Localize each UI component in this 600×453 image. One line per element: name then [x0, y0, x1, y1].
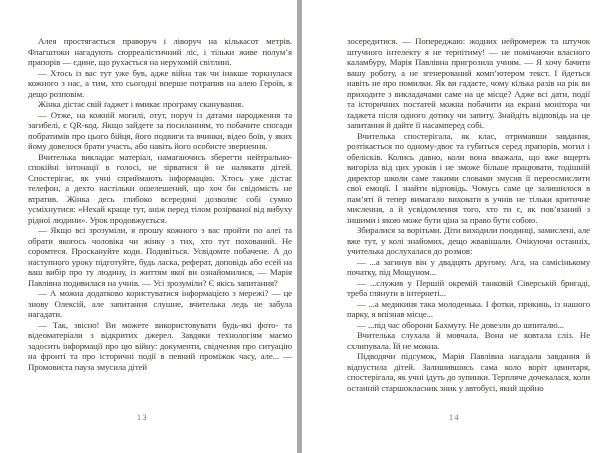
left-page-number: 13 [137, 413, 148, 422]
right-page-number: 14 [449, 413, 460, 422]
paragraph: Збиралися за ворітьми. Діти виходили поодинці, замислені, але вже тут, у колі знайомих, дещо жвавішали. Очікуючи останніх, учителька дослухалася до розмов: [347, 225, 590, 256]
paragraph: — А можна додатково користуватися інформацією з мережі? — це знову Олексій, але запитання слушне, вчителька ледь не забула нагадати. [28, 288, 292, 319]
paragraph: — Так, звісно! Ви можете використовувати будь-які фото- та відеоматеріали з відкритих джерел. Завдяки технологіям маємо задосить інформації про цю війну: документи, свідчення про ситуацію на фронті та про історичні події в певний проміжок часу, але... — Промовиста пауза змусила дітей [28, 319, 292, 372]
paragraph: Алея простягається праворуч і ліворуч на кількасот метрів. Флагштоки нагадують сюрреалістичний ліс, і тільки живе полум’я прапорів — єдине, що рухається на нерухомій світлині. [28, 36, 292, 67]
paragraph: — ...а загинув він у двадцять другому. Ага, на самісінькому початку, під Мощуном... [347, 256, 590, 277]
paragraph: Підводячи підсумок, Марія Павлівна нагадала завдання й відпустила дітей. Залишившись сама коло воріт цвинтаря, спостерігала, як учні ідуть до зупинки. Терпляче дочекалася, коли останній старшокласник зник у автобусі, який щойно [347, 351, 590, 393]
paragraph: — Отже, на кожній могилі, отут, поруч із датами народження та загибелі, є QR-код. Якщо зайдете за посиланням, то побачите спогади побратимів про цього бійця, його подвиги та вчинки, відео боїв, у яких йому довелося брати участь, або навіть його особисте звернення. [28, 109, 292, 151]
paragraph: Вчителька слухала й мовчала. Вона не ковтала сліз. Не схлипувала. Їй не можна. [347, 330, 590, 351]
paragraph: Вчителька спостерігала, як клас, отримавши завдання, розтікається по одному-двоє та губиться серед прапорів, могил і обелісків. Колись давно, коли вона вважала, що вже вщерть вигоріла від цих уроків і не зможе більше працювати, тодішній директор школи саме такими словами змусив її переосмислити свої емоції. І знайти відповідь. Чомусь саме це залишилося в пам’яті й тепер вимагало виховати в учнів не тільки критичне мислення, а й усвідомлення того, хто ти є, як пов’язаний з іншими і якою може бути ціна за право бути собою. [347, 130, 590, 225]
paragraph: — ...служив у Першій окремій танковій Сіверській бригаді, треба глянути в інтернеті... [347, 277, 590, 298]
paragraph: — Хтось із вас тут уже був, адже війна так чи інакше торкнулася кожного з нас, а тим, хто сьогодні вперше потрапив на алею Героїв, я дещо розповім. [28, 67, 292, 99]
right-page [347, 36, 590, 393]
paragraph: зосередитися. — Попереджаю: жодних нейромереж та штучок штучного інтелекту я не терпітиму! — не помічаючи власного каламбуру, Марія Павлівна пригрозила учням. — Я хочу бачити вашу роботу, а не згенерований комп’ютером текст. І йдеться навіть не про помилки. Як ви гадаєте, чому кілька разів на рік ви приходите з викладачами саме на це місце? Адже всі дати, події та історичних постатей можна побачити на екрані монітора чи ґаджета після одного дотику чи запиту. Знайдіть відповідь на це запитання й дайте її насамперед собі. [347, 36, 590, 130]
paragraph: — ...а медикиня така молоденька. І фотки, прикинь, із нашого парку, я впізнав місце... [347, 298, 590, 319]
paragraph: — Якщо всі зрозуміли, я прошу кожного з вас пройти по алеї та обрати якогось чоловіка чи жінку з тих, хто тут похований. Не соромтеся. Проскануйте коди. Подивіться. Усвідомте побачене. А до наступного уроку підготуйте, будь ласка, реферат, доповідь або есей на ваш вибір про ту людину, із життям якої ви ознайомилися, — Марія Павлівна подивилася на учнів. — Усі зрозуміли? Є якісь запитання? [28, 225, 292, 288]
page-gutter-divider [297, 0, 302, 453]
paragraph: — ...під час оборони Бахмуту. Не довезли до шпиталю... [357, 319, 564, 330]
paragraph: Вчителька викладає матеріал, намагаючись зберегти нейтрально-спокійні інтонації в голосі, не зірватися й не налякати дітей. Спостерігає, як учні сприймають інформацію. Хтось уже дістає телефон, а дехто настільки ошелешений, що хоч би свідомість не втратив. Жінка десь глибоко всередині дозволяє собі сумно усміхнутися: «Нехай краще тут, аніж перед тілом розірваної від вибуху рідної людини». Урок продовжується. [28, 151, 292, 225]
left-page [28, 36, 292, 372]
paragraph: Жінка дістає свій ґаджет і вмикає програму сканування. [38, 99, 244, 109]
